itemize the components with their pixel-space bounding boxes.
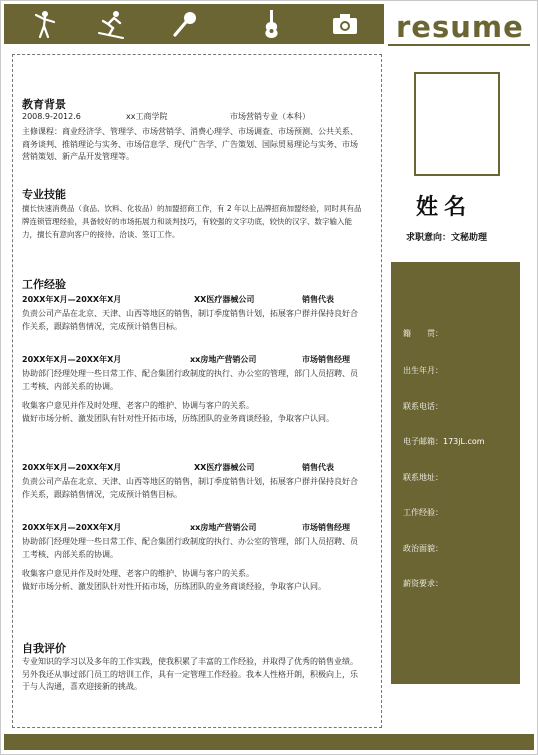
education-row xyxy=(22,111,364,124)
info-salary: 薪资要求： xyxy=(403,579,443,588)
job-company: XX医疗器械公司 xyxy=(194,295,255,304)
education-school: xx工商学院 xyxy=(126,112,168,121)
job-period: 20XX年X月—20XX年X月 xyxy=(22,295,122,304)
education-courses: 主修课程：商业经济学、管理学、市场营销学、消费心理学、市场调查、市场预测、公共关系、商务谈判、推销理论与实务、市场信息学、现代广告学、广告策划、国际贸易理论与实务、市场营销策划、新产品开发管理等。 xyxy=(22,127,358,161)
self-eval-text: 专业知识的学习以及多年的工作实践，使我积累了丰富的工作经验，并取得了优秀的销售业绩。另外我还从事过部门员工的培训工作，具有一定管理工作经验。我本人性格开朗，积极向上，乐于与人沟通，喜欢迎接新的挑战。 xyxy=(22,657,358,691)
job-company: xx房地产营销公司 xyxy=(190,355,257,364)
brand-underline xyxy=(388,44,530,46)
brand-title: resume xyxy=(396,10,524,44)
info-phone: 联系电话： xyxy=(403,402,443,411)
education-period: 2008.9-2012.6 xyxy=(22,112,81,121)
info-email: 电子邮箱：173jL.com xyxy=(403,437,485,446)
self-eval-title: 自我评价 xyxy=(22,642,66,655)
job-desc: 负责公司产品在北京、天津、山西等地区的销售，制订季度销售计划，拓展客户群并保持良好合作关系，跟踪销售情况，完成预计销售目标。 xyxy=(22,309,358,331)
guitar-icon xyxy=(256,9,286,39)
work-title: 工作经验 xyxy=(22,278,66,291)
skills-title: 专业技能 xyxy=(22,188,66,201)
job-company: xx房地产营销公司 xyxy=(190,523,257,532)
job-role: 市场销售经理 xyxy=(302,523,350,532)
info-politics: 政治面貌： xyxy=(403,544,443,553)
photo-frame[interactable] xyxy=(414,72,500,176)
info-address: 联系地址： xyxy=(403,473,443,482)
education-major: 市场营销专业（本科） xyxy=(230,112,310,121)
camera-icon xyxy=(330,9,360,39)
job-desc: 协助部门经理处理一些日常工作、配合集团行政制度的执行、办公室的管理，部门人员招聘、员工考核、内部关系的协调。 xyxy=(22,369,358,391)
job-period: 20XX年X月—20XX年X月 xyxy=(22,523,122,532)
info-panel xyxy=(391,262,520,684)
job-desc: 负责公司产品在北京、天津、山西等地区的销售，制订季度销售计划，拓展客户群并保持良好合作关系，跟踪销售情况，完成预计销售目标。 xyxy=(22,477,358,499)
skier-icon xyxy=(96,9,126,39)
bottom-banner xyxy=(4,734,534,750)
microphone-icon xyxy=(171,9,201,39)
job-desc-2: 收集客户意见并作及时处理、老客户的维护、协调与客户的关系。 xyxy=(22,401,254,410)
job-role: 销售代表 xyxy=(302,463,334,472)
person-name: 姓名 xyxy=(416,195,473,220)
skills-text: 擅长快速消费品（食品、饮料、化妆品）的加盟招商工作，有 2 年以上品牌招商加盟经验，同时具有品牌连锁管理经验，具备较好的市场拓展力和谈判技巧，有较强的文字功底，较快的汉字、数字输入能力，擅长有意向客户的接待、洽谈、签订工作。 xyxy=(22,204,362,239)
top-banner xyxy=(4,4,384,44)
dancer-icon xyxy=(32,9,62,39)
job-role: 销售代表 xyxy=(302,295,334,304)
job-desc-2: 收集客户意见并作及时处理、老客户的维护、协调与客户的关系。 xyxy=(22,569,254,578)
job-company: XX医疗器械公司 xyxy=(194,463,255,472)
education-title: 教育背景 xyxy=(22,98,66,111)
job-desc-3: 做好市场分析、激发团队针对性开拓市场，历练团队的业务商谈经验，争取客户认同。 xyxy=(22,582,326,591)
job-role: 市场销售经理 xyxy=(302,355,350,364)
job-period: 20XX年X月—20XX年X月 xyxy=(22,355,122,364)
info-hometown: 籍 贯： xyxy=(403,329,443,338)
info-experience: 工作经验： xyxy=(403,508,443,517)
job-period: 20XX年X月—20XX年X月 xyxy=(22,463,122,472)
job-desc-3: 做好市场分析、激发团队有针对性开拓市场，历练团队的业务商谈经验，争取客户认同。 xyxy=(22,414,334,423)
info-birth: 出生年月： xyxy=(403,366,443,375)
job-intent: 求职意向：文秘助理 xyxy=(406,233,488,243)
job-desc: 协助部门经理处理一些日常工作、配合集团行政制度的执行、办公室的管理，部门人员招聘、员工考核、内部关系的协调。 xyxy=(22,537,358,559)
